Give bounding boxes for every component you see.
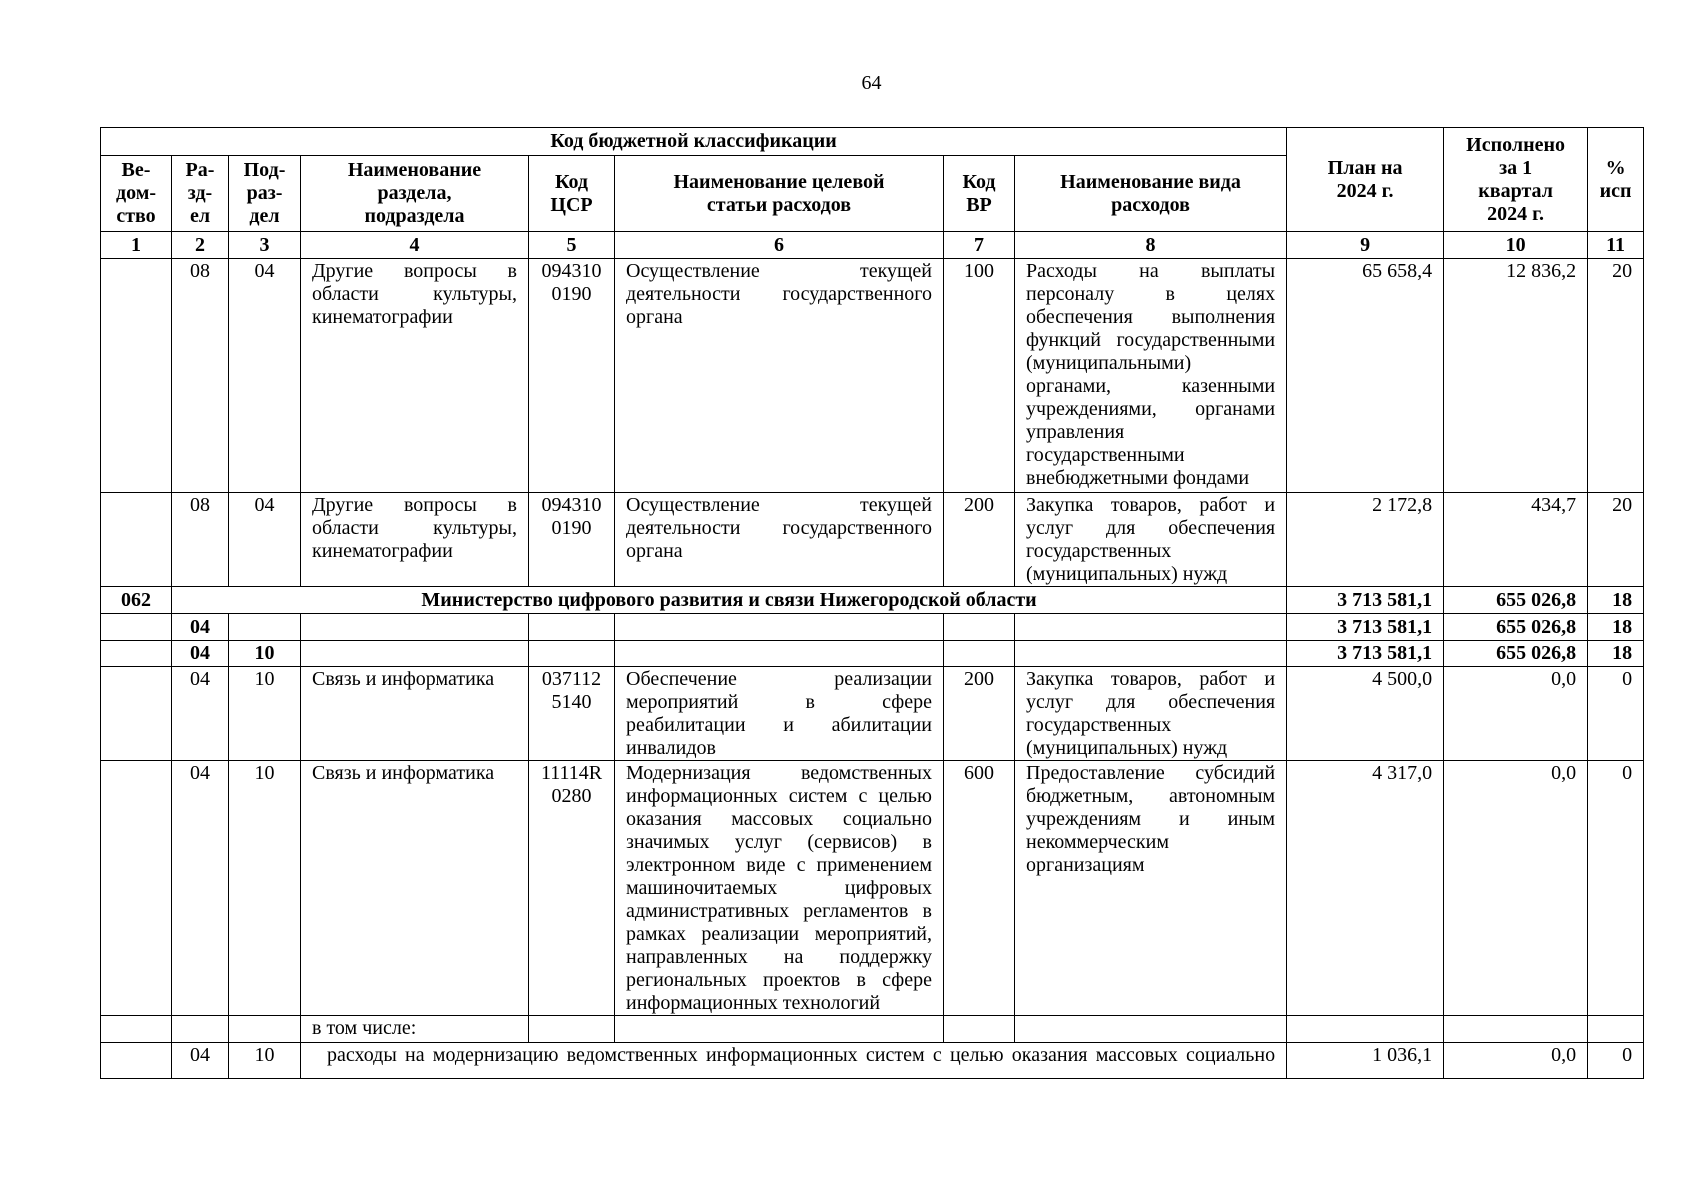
vr-code-cell bbox=[944, 641, 1015, 667]
razdel-name-cell: Связь и информатика bbox=[301, 667, 529, 761]
podrazdel-cell bbox=[229, 1016, 301, 1043]
percent-cell: 0 bbox=[1588, 667, 1644, 761]
column-number: 4 bbox=[301, 232, 529, 259]
column-number: 9 bbox=[1287, 232, 1444, 259]
percent-header: % исп bbox=[1588, 128, 1644, 232]
budget-classification-table bbox=[100, 127, 1644, 1079]
vedomstvo-cell bbox=[101, 761, 172, 1016]
expense-description-cell: расходы на модернизацию ведомственных информационных систем с целью оказания массовых социально bbox=[301, 1043, 1287, 1079]
note-cell: в том числе: bbox=[301, 1016, 529, 1043]
csr-code-cell: 0943100190 bbox=[529, 493, 615, 587]
percent-cell bbox=[1588, 1016, 1644, 1043]
executed-cell bbox=[1444, 1016, 1588, 1043]
razdel-cell: 04 bbox=[172, 641, 229, 667]
percent-cell: 0 bbox=[1588, 761, 1644, 1016]
podrazdel-cell: 10 bbox=[229, 667, 301, 761]
plan-header: План на 2024 г. bbox=[1287, 128, 1444, 232]
razdel-header: Ра- зд- ел bbox=[172, 156, 229, 232]
razdel-cell: 04 bbox=[172, 667, 229, 761]
table-row bbox=[101, 493, 1644, 587]
column-number: 10 bbox=[1444, 232, 1588, 259]
executed-cell: 0,0 bbox=[1444, 761, 1588, 1016]
csr-code-cell bbox=[529, 614, 615, 641]
vedomstvo-cell bbox=[101, 1016, 172, 1043]
vr-code-cell: 600 bbox=[944, 761, 1015, 1016]
razdel-cell bbox=[172, 1016, 229, 1043]
classification-group-header: Код бюджетной классификации bbox=[101, 128, 1287, 156]
razdel-cell: 04 bbox=[172, 761, 229, 1016]
executed-cell: 0,0 bbox=[1444, 667, 1588, 761]
vedomstvo-cell bbox=[101, 641, 172, 667]
vedomstvo-cell bbox=[101, 614, 172, 641]
column-number: 3 bbox=[229, 232, 301, 259]
razdel-cell: 08 bbox=[172, 493, 229, 587]
target-name-cell bbox=[615, 614, 944, 641]
executed-cell: 655 026,8 bbox=[1444, 587, 1588, 614]
vr-header: Код ВР bbox=[944, 156, 1015, 232]
expense-type-cell: Предоставление субсидий бюджетным, автономным учреждениям и иным некоммерческим организациям bbox=[1015, 761, 1287, 1016]
executed-cell: 434,7 bbox=[1444, 493, 1588, 587]
page-number: 64 bbox=[861, 72, 882, 94]
csr-code-cell: 0371125140 bbox=[529, 667, 615, 761]
podrazdel-cell: 10 bbox=[229, 641, 301, 667]
target-name-cell: Модернизация ведомственных информационных систем с целью оказания массовых социально значимых услуг (сервисов) в электронном виде с применением машиночитаемых цифровых административных регламентов в рамках реализации мероприятий, направленных на поддержку региональных проектов в сфере информационных технологий bbox=[615, 761, 944, 1016]
column-number: 2 bbox=[172, 232, 229, 259]
note-row bbox=[101, 1016, 1644, 1043]
podrazdel-cell: 04 bbox=[229, 259, 301, 493]
vedomstvo-header: Ве- дом- ство bbox=[101, 156, 172, 232]
executed-header: Исполнено за 1 квартал 2024 г. bbox=[1444, 128, 1588, 232]
column-number: 11 bbox=[1588, 232, 1644, 259]
podrazdel-cell bbox=[229, 614, 301, 641]
razdel-name-cell: Другие вопросы в области культуры, кинематографии bbox=[301, 493, 529, 587]
expense-type-header: Наименование вида расходов bbox=[1015, 156, 1287, 232]
executed-cell: 655 026,8 bbox=[1444, 641, 1588, 667]
target-name-cell: Обеспечение реализации мероприятий в сфере реабилитации и абилитации инвалидов bbox=[615, 667, 944, 761]
plan-cell: 3 713 581,1 bbox=[1287, 641, 1444, 667]
vedomstvo-cell: 062 bbox=[101, 587, 172, 614]
vedomstvo-cell bbox=[101, 259, 172, 493]
expense-type-cell: Закупка товаров, работ и услуг для обеспечения государственных (муниципальных) нужд bbox=[1015, 667, 1287, 761]
target-name-header: Наименование целевой статьи расходов bbox=[615, 156, 944, 232]
razdel-name-cell bbox=[301, 614, 529, 641]
ministry-row bbox=[101, 587, 1644, 614]
percent-cell: 18 bbox=[1588, 587, 1644, 614]
plan-cell: 65 658,4 bbox=[1287, 259, 1444, 493]
executed-cell: 0,0 bbox=[1444, 1043, 1588, 1079]
expense-type-cell bbox=[1015, 1016, 1287, 1043]
vr-code-cell bbox=[944, 1016, 1015, 1043]
expense-type-cell: Закупка товаров, работ и услуг для обеспечения государственных (муниципальных) нужд bbox=[1015, 493, 1287, 587]
vedomstvo-cell bbox=[101, 667, 172, 761]
column-number: 8 bbox=[1015, 232, 1287, 259]
plan-cell bbox=[1287, 1016, 1444, 1043]
vr-code-cell: 200 bbox=[944, 667, 1015, 761]
plan-cell: 4 317,0 bbox=[1287, 761, 1444, 1016]
vr-code-cell bbox=[944, 614, 1015, 641]
target-name-cell: Осуществление текущей деятельности государственного органа bbox=[615, 259, 944, 493]
csr-code-cell: 0943100190 bbox=[529, 259, 615, 493]
csr-code-cell bbox=[529, 1016, 615, 1043]
podrazdel-header: Под- раз- дел bbox=[229, 156, 301, 232]
executed-cell: 12 836,2 bbox=[1444, 259, 1588, 493]
percent-cell: 0 bbox=[1588, 1043, 1644, 1079]
column-number: 7 bbox=[944, 232, 1015, 259]
percent-cell: 20 bbox=[1588, 259, 1644, 493]
razdel-name-cell: Связь и информатика bbox=[301, 761, 529, 1016]
percent-cell: 18 bbox=[1588, 641, 1644, 667]
header-row bbox=[101, 128, 1644, 156]
column-number: 5 bbox=[529, 232, 615, 259]
podrazdel-cell: 10 bbox=[229, 761, 301, 1016]
table-row bbox=[101, 259, 1644, 493]
plan-cell: 2 172,8 bbox=[1287, 493, 1444, 587]
razdel-cell: 08 bbox=[172, 259, 229, 493]
expense-type-cell bbox=[1015, 614, 1287, 641]
executed-cell: 655 026,8 bbox=[1444, 614, 1588, 641]
target-name-cell: Осуществление текущей деятельности государственного органа bbox=[615, 493, 944, 587]
vr-code-cell: 200 bbox=[944, 493, 1015, 587]
vedomstvo-cell bbox=[101, 493, 172, 587]
podrazdel-cell: 04 bbox=[229, 493, 301, 587]
csr-code-cell bbox=[529, 641, 615, 667]
plan-cell: 4 500,0 bbox=[1287, 667, 1444, 761]
table-row bbox=[101, 667, 1644, 761]
csr-code-cell: 11114R0280 bbox=[529, 761, 615, 1016]
column-number: 1 bbox=[101, 232, 172, 259]
vr-code-cell: 100 bbox=[944, 259, 1015, 493]
target-name-cell bbox=[615, 641, 944, 667]
csr-header: Код ЦСР bbox=[529, 156, 615, 232]
vedomstvo-cell bbox=[101, 1043, 172, 1079]
percent-cell: 18 bbox=[1588, 614, 1644, 641]
razdel-cell: 04 bbox=[172, 1043, 229, 1079]
razdel-name-cell bbox=[301, 641, 529, 667]
podrazdel-cell: 10 bbox=[229, 1043, 301, 1079]
razdel-name-header: Наименование раздела, подраздела bbox=[301, 156, 529, 232]
table-row bbox=[101, 1043, 1644, 1079]
plan-cell: 1 036,1 bbox=[1287, 1043, 1444, 1079]
plan-cell: 3 713 581,1 bbox=[1287, 614, 1444, 641]
percent-cell: 20 bbox=[1588, 493, 1644, 587]
ministry-name-cell: Министерство цифрового развития и связи Нижегородской области bbox=[172, 587, 1287, 614]
expense-type-cell bbox=[1015, 641, 1287, 667]
column-numbers-row bbox=[101, 232, 1644, 259]
target-name-cell bbox=[615, 1016, 944, 1043]
razdel-cell: 04 bbox=[172, 614, 229, 641]
expense-type-cell: Расходы на выплаты персоналу в целях обеспечения выполнения функций государственными (муниципальными) органами, казенными учреждениями, органами управления государственными внебюджетными фондами bbox=[1015, 259, 1287, 493]
razdel-name-cell: Другие вопросы в области культуры, кинематографии bbox=[301, 259, 529, 493]
table-row bbox=[101, 761, 1644, 1016]
plan-cell: 3 713 581,1 bbox=[1287, 587, 1444, 614]
column-number: 6 bbox=[615, 232, 944, 259]
subsection-total-row bbox=[101, 641, 1644, 667]
section-total-row bbox=[101, 614, 1644, 641]
